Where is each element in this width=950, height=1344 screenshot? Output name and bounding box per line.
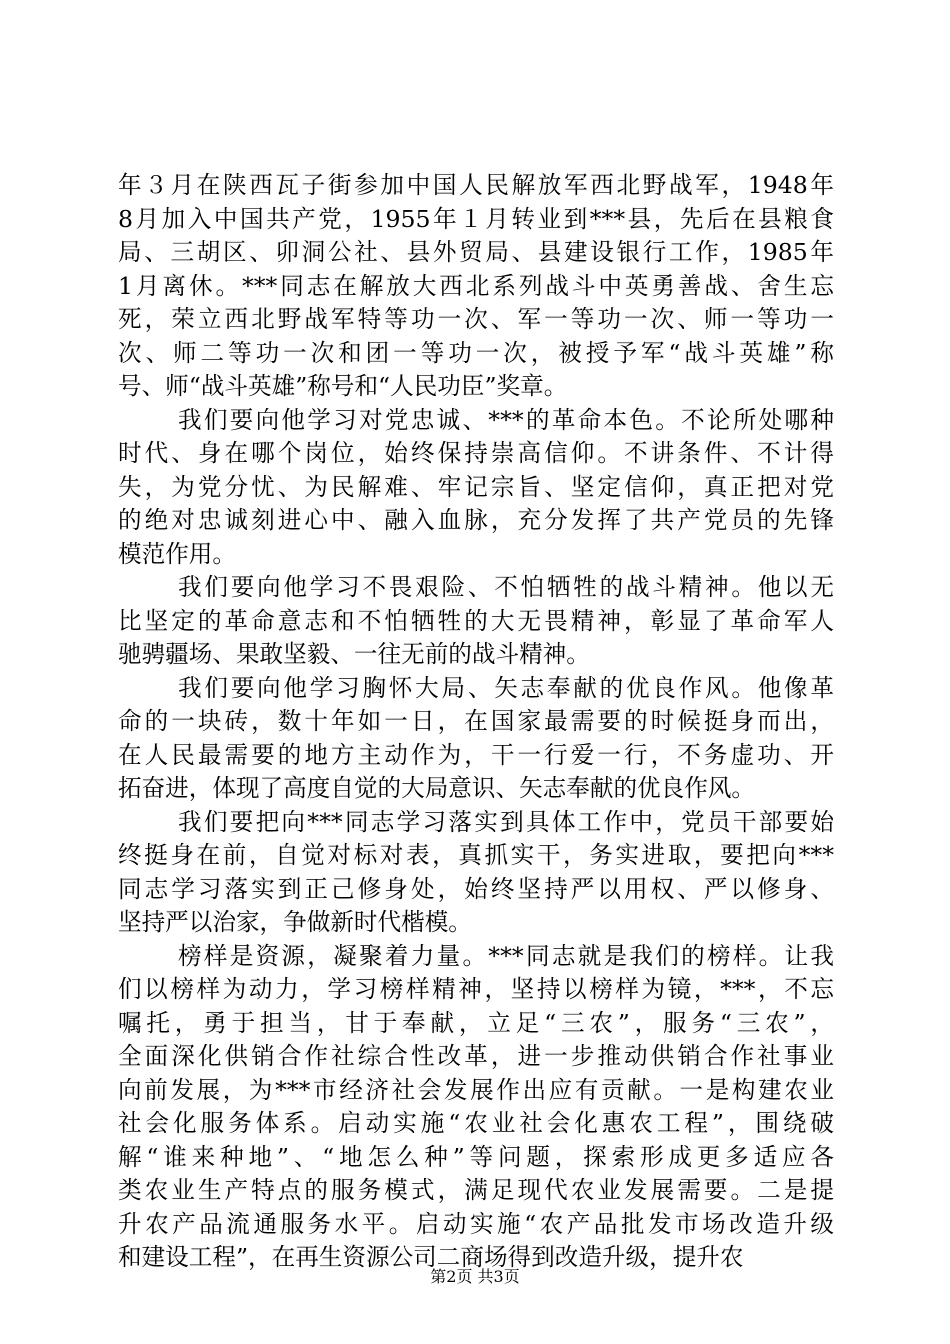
text-line: 和建设工程”，在再生资源公司二商场得到改造升级，提升农 — [118, 1243, 744, 1271]
text-line: 死，荣立西北野战军特等功一次、军一等功一次、师一等功一 — [118, 305, 834, 333]
text-line: 失，为党分忧、为民解难、牢记宗旨、坚定信仰，真正把对党 — [118, 472, 834, 501]
text-line: 次、师二等功一次和团一等功一次，被授予军“战斗英雄”称 — [118, 338, 834, 367]
text-line: 升农产品流通服务水平。启动实施“农产品批发市场改造升级 — [118, 1209, 834, 1238]
text-line: 的绝对忠诚刻进心中、融入血脉，充分发挥了共产党员的先锋 — [118, 506, 834, 534]
text-line: 我们要把向***同志学习落实到具体工作中，党员干部要始 — [178, 807, 834, 836]
text-line: 模范作用。 — [118, 539, 236, 568]
text-line: 嘱托，勇于担当，甘于奉献，立足“三农”，服务“三农”， — [118, 1008, 834, 1037]
paragraph — [118, 571, 834, 672]
text-line: 类农业生产特点的服务模式，满足现代农业发展需要。二是提 — [118, 1176, 834, 1204]
text-line: 向前发展，为***市经济社会发展作出应有贡献。一是构建农业 — [118, 1075, 834, 1104]
paragraph — [118, 940, 834, 1275]
paragraph — [118, 404, 834, 572]
text-line: 8月加入中国共产党，1955年１月转业到***县，先后在县粮食 — [118, 204, 834, 233]
text-line: 全面深化供销合作社综合性改革，进一步推动供销合作社事业 — [118, 1042, 834, 1070]
text-line: 我们要向他学习胸怀大局、矢志奉献的优良作风。他像革 — [178, 673, 834, 702]
text-line: 拓奋进，体现了高度自觉的大局意识、矢志奉献的优良作风。 — [118, 774, 756, 802]
text-line: 年３月在陕西瓦子街参加中国人民解放军西北野战军，1948年 — [118, 171, 834, 199]
text-line: 在人民最需要的地方主动作为，干一行爱一行，不务虚功、开 — [118, 740, 834, 769]
text-line: 坚持严以治家，争做新时代楷模。 — [118, 908, 472, 936]
text-line: 社会化服务体系。启动实施“农业社会化惠农工程”，围绕破 — [118, 1109, 834, 1137]
text-line: 榜样是资源，凝聚着力量。***同志就是我们的榜样。让我 — [178, 941, 834, 970]
paragraph — [118, 169, 834, 404]
text-line: 终挺身在前，自觉对标对表，真抓实干，务实进取，要把向*** — [118, 841, 834, 869]
text-line: 解“谁来种地”、“地怎么种”等问题，探索形成更多适应各 — [118, 1142, 834, 1171]
paragraph — [118, 672, 834, 806]
text-line: 局、三胡区、卯洞公社、县外贸局、县建设银行工作，1985年 — [118, 238, 834, 266]
text-line: 比坚定的革命意志和不怕牺牲的大无畏精神，彰显了革命军人 — [118, 606, 834, 635]
page-footer: 第2页 共3页 — [430, 1267, 520, 1286]
text-line: 们以榜样为动力，学习榜样精神，坚持以榜样为镜，***，不忘 — [118, 975, 834, 1003]
text-line: 1月离休。***同志在解放大西北系列战斗中英勇善战、舍生忘 — [118, 271, 834, 300]
text-line: 我们要向他学习不畏艰险、不怕牺牲的战斗精神。他以无 — [178, 573, 834, 601]
paragraph — [118, 806, 834, 940]
text-line: 我们要向他学习对党忠诚、***的革命本色。不论所处哪种 — [178, 405, 834, 434]
text-line: 驰骋疆场、果敢坚毅、一往无前的战斗精神。 — [118, 640, 590, 668]
text-line: 命的一块砖，数十年如一日，在国家最需要的时候挺身而出， — [118, 707, 834, 735]
text-line: 同志学习落实到正己修身处，始终坚持严以用权、严以修身、 — [118, 874, 834, 903]
document-body — [118, 169, 834, 1275]
text-line: 号、师“战斗英雄”称号和“人民功臣”奖章。 — [118, 372, 568, 400]
text-line: 时代、身在哪个岗位，始终保持崇高信仰。不讲条件、不计得 — [118, 439, 834, 467]
